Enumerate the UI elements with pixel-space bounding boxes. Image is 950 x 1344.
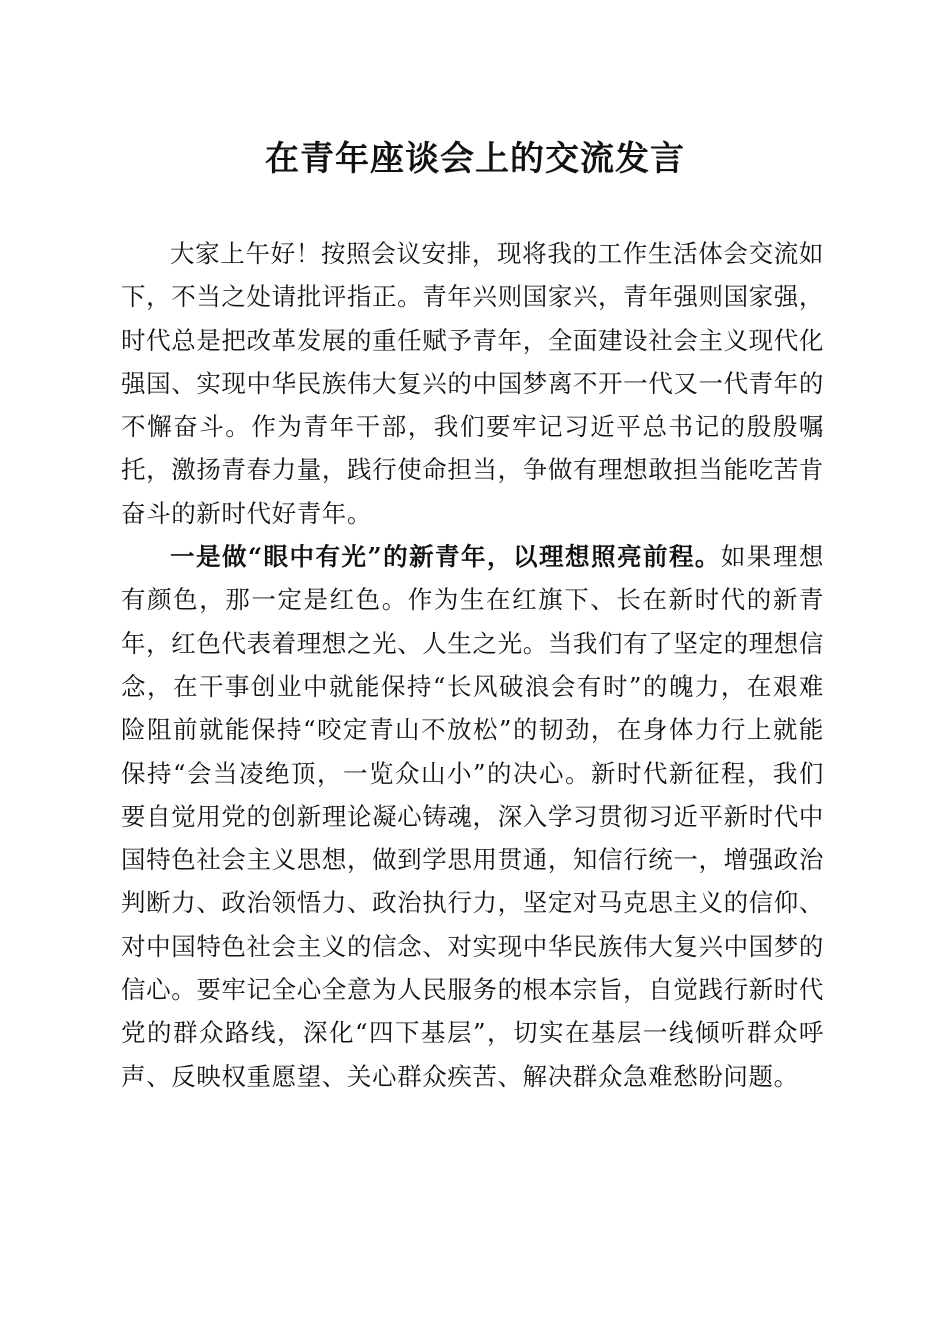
paragraph-opening [121, 232, 824, 535]
paragraph-lead-heading: 一是做“眼中有光”的新青年，以理想照亮前程。 [170, 542, 721, 572]
paragraph-text: 如果理想有颜色，那一定是红色。作为生在红旗下、长在新时代的新青年，红色代表着理想之光、人生之光。当我们有了坚定的理想信念，在干事创业中就能保持“长风破浪会有时”的魄力，在艰难险阻前就能保持“咬定青山不放松”的韧劲，在身体力行上就能保持“会当凌绝顶，一览众山小”的决心。新时代新征程，我们要自觉用党的创新理论凝心铸魂，深入学习贯彻习近平新时代中国特色社会主义思想，做到学思用贯通，知信行统一，增强政治判断力、政治领悟力、政治执行力，坚定对马克思主义的信仰、对中国特色社会主义的信念、对实现中华民族伟大复兴中国梦的信心。要牢记全心全意为人民服务的根本宗旨，自觉践行新时代党的群众路线，深化“四下基层”，切实在基层一线倾听群众呼声、反映权重愿望、关心群众疾苦、解决群众急难愁盼问题。 [121, 542, 824, 1091]
document-body [121, 232, 824, 1098]
paragraph-text: 大家上午好！按照会议安排，现将我的工作生活体会交流如下，不当之处请批评指正。青年兴则国家兴，青年强则国家强，时代总是把改革发展的重任赋予青年，全面建设社会主义现代化强国、实现中华民族伟大复兴的中国梦离不开一代又一代青年的不懈奋斗。作为青年干部，我们要牢记习近平总书记的殷殷嘱托，激扬青春力量，践行使命担当，争做有理想敢担当能吃苦肯奋斗的新时代好青年。 [121, 239, 824, 528]
page-title: 在青年座谈会上的交流发言 [265, 139, 685, 179]
paragraph-point-one [121, 535, 824, 1098]
